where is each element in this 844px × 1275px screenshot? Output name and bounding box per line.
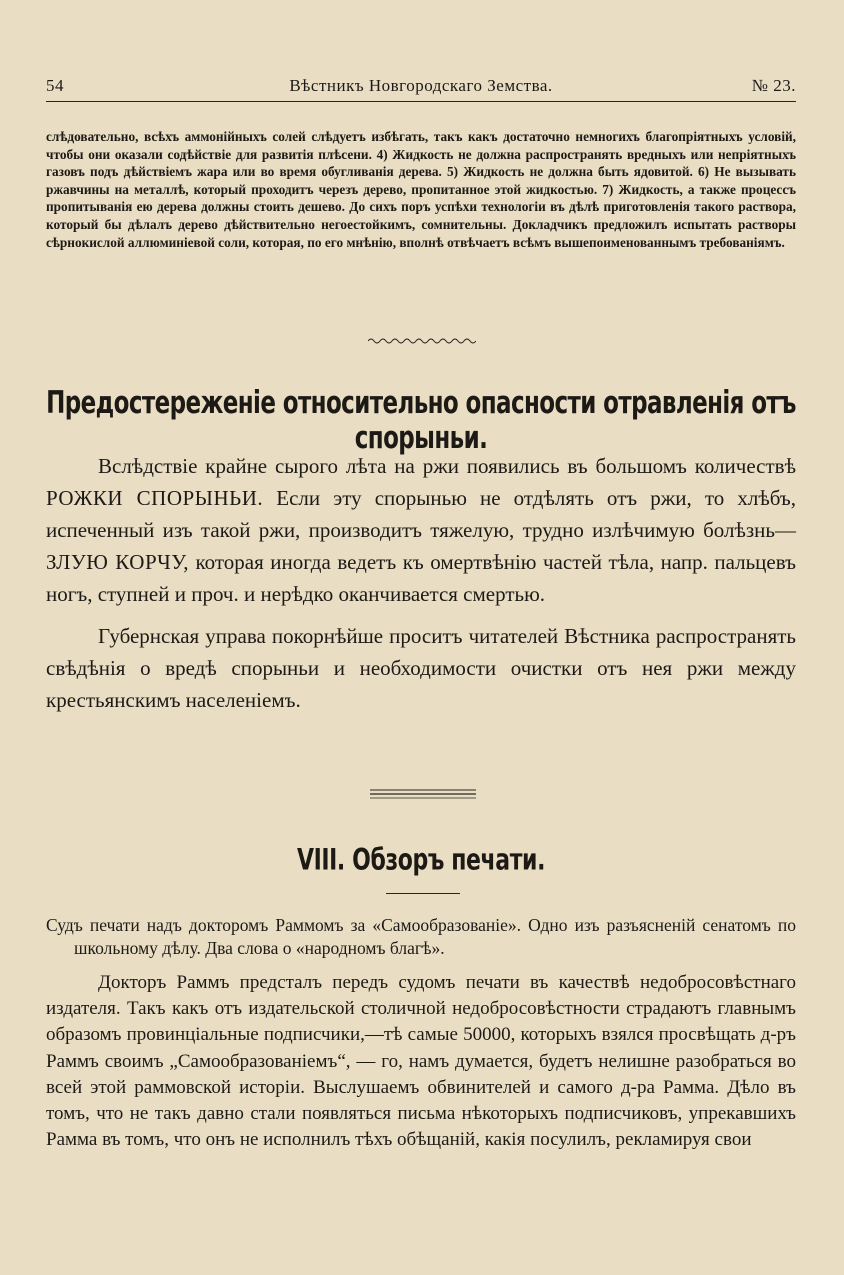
issue-number: № 23. [751, 76, 796, 95]
section-summary: Судъ печати надъ докторомъ Раммомъ за «Самообразованіе». Одно изъ разъясненій сенатомъ по школьному дѣлу. Два слова о «народномъ благѣ». [46, 915, 796, 958]
section-title: VIII. Обзоръ печати. [296, 844, 546, 878]
warning-title: Предостереженіе относительно опасности отравленія отъ спорыньи. [46, 386, 796, 457]
section-body: Докторъ Раммъ предсталъ передъ судомъ печати въ качествѣ недобросовѣстнаго издателя. Такъ какъ отъ издательской столичной недобросовѣстности страдаютъ главнымъ образомъ провинціальные подписчики,—тѣ самые 50000, которыхъ взялся просвѣщать д-ръ Раммъ своимъ „Самообразованіемъ“, — го, намъ думается, будетъ нелишне разобраться во всей этой раммовской исторіи. Выслушаемъ обвинителей и самого д-ра Рамма. Дѣло въ томъ, что не такъ давно стали появляться письма нѣкоторыхъ подписчиковъ, упрекавшихъ Рамма въ томъ, что онъ не исполнилъ тѣхъ обѣщаній, какія посулилъ, рекламируя свои [46, 972, 796, 1151]
disease-caps: ЗЛУЮ КОРЧУ, [46, 550, 189, 574]
wavy-divider-ornament [368, 336, 476, 346]
warning-paragraph-1: Вслѣдствіе крайне сырого лѣта на ржи появились въ большомъ количествѣ РОЖКИ СПОРЫНЬИ. Если эту спорынью не отдѣлять отъ ржи, то хлѣбъ, испеченный изъ такой ржи, производитъ тяжелую, трудно излѣчимую болѣзнь—ЗЛУЮ КОРЧУ, которая иногда ведетъ къ омертвѣнію частей тѣла, напр. пальцевъ ногъ, ступней и проч. и нерѣдко оканчивается смертью. [46, 454, 796, 606]
page-number: 54 [46, 76, 64, 95]
section-title-rule [386, 893, 460, 894]
journal-title: Вѣстникъ Новгородскаго Земства. [289, 76, 553, 95]
warning-paragraph-2: Губернская управа покорнѣйше проситъ читателей Вѣстника распространять свѣдѣнія о вредѣ спорыньи и необходимости очистки отъ нея ржи между крестьянскимъ населеніемъ. [46, 624, 796, 712]
continued-paragraph: слѣдовательно, всѣхъ аммонійныхъ солей слѣдуетъ избѣгать, такъ какъ достаточно немногихъ благопріятныхъ условій, чтобы они оказали содѣйствіе для развитія плѣсени. 4) Жидкость не должна распространять вредныхъ или непріятныхъ газовъ подъ дѣйствіемъ жара или во время обугливанія дерева. 5) Жидкость не должна быть ядовитой. 6) Не вызывать ржавчины на металлѣ, который проходитъ черезъ дерево, пропитанное этой жидкостью. 7) Жидкость, а также процессъ пропитыванія ею дерева должны стоить дешево. До сихъ поръ успѣхи технологіи въ дѣлѣ приготовленія такого раствора, который бы дѣлалъ дерево дѣйствительно негоестойкимъ, сомнительны. Докладчикъ предложилъ испытать растворы сѣрнокислой аллюминіевой соли, которая, по его мнѣнію, вполнѣ отвѣчаетъ всѣмъ вышепоименованнымъ требованіямъ. [46, 129, 796, 250]
header-rule [46, 101, 796, 102]
page-header [46, 76, 796, 102]
warning-body [46, 450, 796, 716]
double-rule-ornament [370, 787, 476, 801]
ergot-caps: РОЖКИ СПОРЫНЬИ. [46, 486, 264, 510]
